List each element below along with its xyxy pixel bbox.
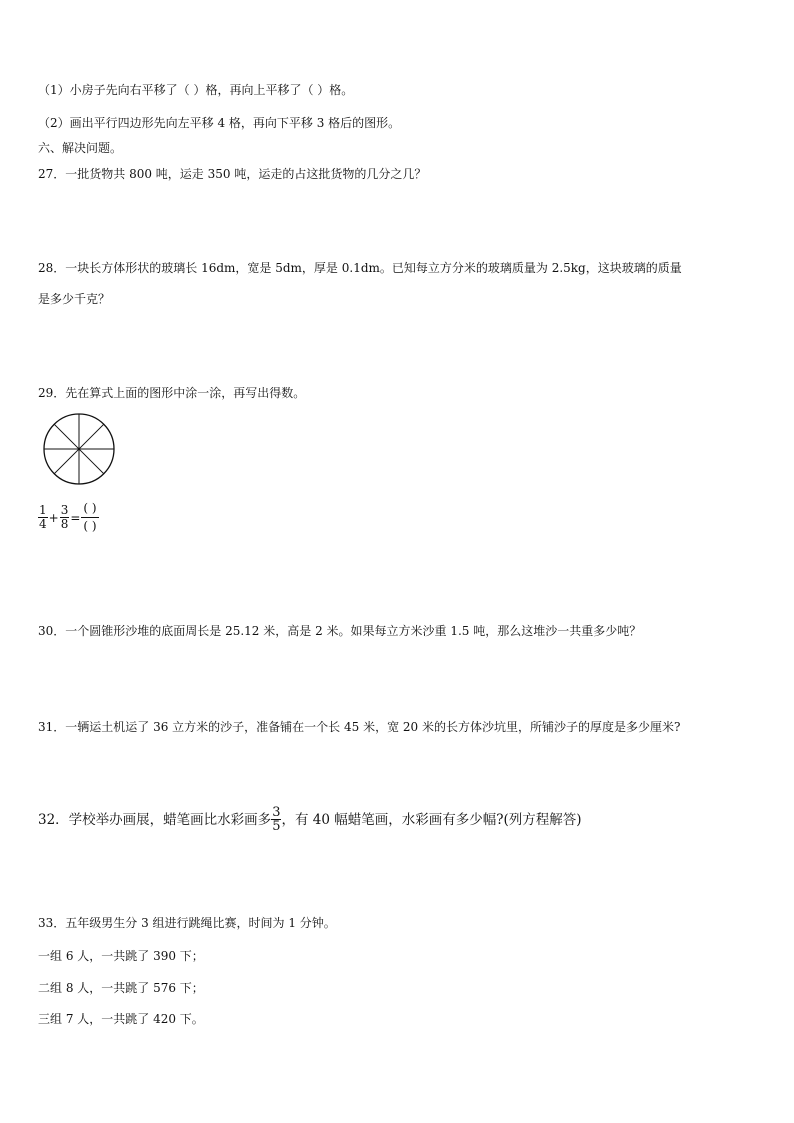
fraction-equation [38,500,99,535]
question-28-line-1: 28．一块长方体形状的玻璃长 16dm，宽是 5dm，厚是 0.1dm。已知每立方分米的玻璃质量为 2.5kg，这块玻璃的质量 [38,261,682,275]
fraction-numerator: 1 [39,503,47,517]
group-3-result: 三组 7 人，一共跳了 420 下。 [38,1012,204,1026]
divided-circle-figure [42,412,116,486]
plus-sign: + [48,510,59,525]
answer-numerator-blank: ( ) [83,501,97,515]
section-title: 六、解决问题。 [38,141,123,155]
group-1-result: 一组 6 人，一共跳了 390 下； [38,949,204,963]
question-32-text-after: ，有 40 幅蜡笔画，水彩画有多少幅?(列方程解答) [281,811,582,828]
question-29: 29．先在算式上面的图形中涂一涂，再写出得数。 [38,386,306,400]
answer-denominator-blank: ( ) [83,519,97,533]
question-part-2: （2）画出平行四边形先向左平移 4 格，再向下平移 3 格后的图形。 [38,116,401,130]
answer-blank-fraction [81,500,98,535]
fraction-denominator: 5 [272,819,281,834]
question-part-1: （1）小房子先向右平移了（ ）格，再向上平移了（ ）格。 [38,83,354,97]
question-30: 30．一个圆锥形沙堆的底面周长是 25.12 米，高是 2 米。如果每立方米沙重 1.5 吨，那么这堆沙一共重多少吨？ [38,624,642,638]
question-32-text-before: 32．学校举办画展，蜡笔画比水彩画多 [38,811,272,828]
fraction-three-eighths [60,504,70,531]
question-31: 31．一辆运土机运了 36 立方米的沙子，准备铺在一个长 45 米，宽 20 米的长方体沙坑里，所铺沙子的厚度是多少厘米? [38,720,681,734]
fraction-denominator: 4 [39,517,47,531]
group-2-result: 二组 8 人，一共跳了 576 下； [38,981,204,995]
fraction-numerator: 3 [272,805,281,820]
fraction-numerator: 3 [60,503,69,517]
equals-sign: = [70,510,81,525]
fraction-three-fifths [271,806,281,833]
fraction-one-quarter [38,504,48,531]
question-32 [38,806,582,833]
question-33: 33．五年级男生分 3 组进行跳绳比赛，时间为 1 分钟。 [38,916,336,930]
question-27: 27．一批货物共 800 吨，运走 350 吨，运走的占这批货物的几分之几？ [38,167,427,181]
question-28-line-2: 是多少千克？ [38,292,111,306]
fraction-denominator: 8 [60,517,69,531]
